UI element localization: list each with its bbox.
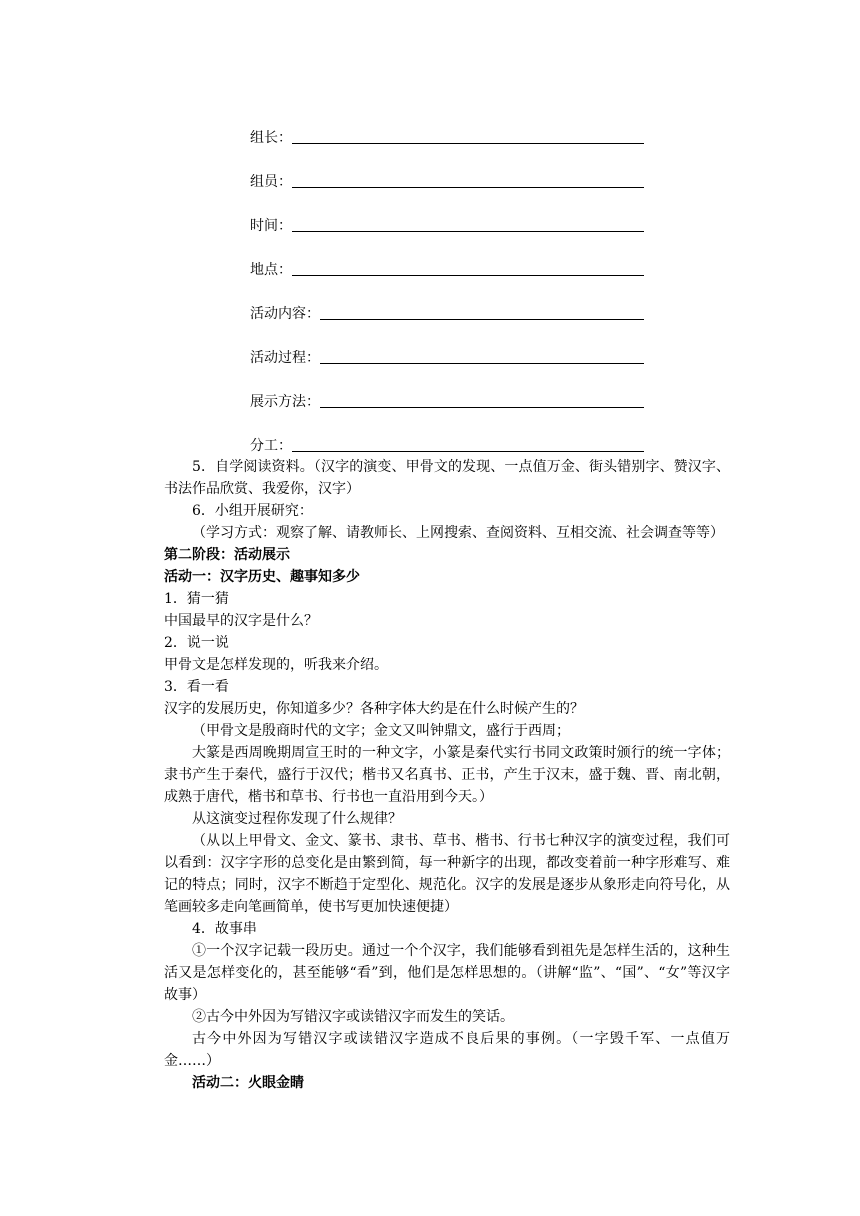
form-row [250,280,650,324]
paragraph: 4．故事串 [192,921,257,937]
form-fill-line [292,259,644,276]
form-row [250,412,650,456]
form-label: 组员： [250,174,292,190]
paragraph: 古今中外因为写错汉字或读错汉字造成不良后果的事例。（一字毁千军、一点值万金……） [164,1031,730,1069]
form-fill-line [292,127,644,144]
form-row [250,368,650,412]
form-fill-line [292,435,644,452]
form-row [250,104,650,148]
form-row [250,236,650,280]
paragraph: 大篆是西周晚期周宣王时的一种文字，小篆是秦代实行书同文政策时颁行的统一字体；隶书产生于秦代，盛行于汉代；楷书又名真书、正书，产生于汉末，盛于魏、晋、南北朝，成熟于唐代，楷书和草书、行书也一直沿用到今天。） [164,745,730,805]
form-fill-line [320,347,644,364]
form-label: 时间： [250,218,292,234]
form-fill-line [320,303,644,320]
form-label: 地点： [250,262,292,278]
form-row [250,192,650,236]
form-label: 活动过程： [250,350,320,366]
paragraph: （甲骨文是殷商时代的文字；金文又叫钟鼎文，盛行于西周； [192,723,570,739]
paragraph: （学习方式：观察了解、请教师长、上网搜索、查阅资料、互相交流、社会调查等等） [192,525,724,541]
plan-form [250,104,650,456]
form-label: 展示方法： [250,394,320,410]
form-label: 分工： [250,438,292,454]
form-fill-line [292,171,644,188]
document-body [164,456,730,1094]
form-label: 组长： [250,130,292,146]
form-row [250,324,650,368]
form-fill-line [292,215,644,232]
paragraph: 1．猜一猜 [164,591,229,607]
paragraph: 甲骨文是怎样发现的，听我来介绍。 [164,657,388,673]
paragraph: 6．小组开展研究： [192,503,313,519]
section-heading: 活动一：汉字历史、趣事知多少 [164,569,360,585]
paragraph: ①一个汉字记载一段历史。通过一个个汉字，我们能够看到祖先是怎样生活的，这种生活又是怎样变化的，甚至能够“看”到，他们是怎样思想的。（讲解“监”、“国”、“女”等汉字故事） [164,943,730,1003]
paragraph: 汉字的发展历史，你知道多少？各种字体大约是在什么时候产生的？ [164,701,584,717]
paragraph: ②古今中外因为写错汉字或读错汉字而发生的笑话。 [192,1009,514,1025]
form-label: 活动内容： [250,306,320,322]
paragraph: 从这演变过程你发现了什么规律？ [192,811,402,827]
form-row [250,148,650,192]
paragraph: 中国最早的汉字是什么？ [164,613,318,629]
section-heading: 活动二：火眼金睛 [192,1075,304,1091]
paragraph: 2．说一说 [164,635,229,651]
form-fill-line [320,391,644,408]
section-heading: 第二阶段：活动展示 [164,547,290,563]
paragraph: 3．看一看 [164,679,229,695]
paragraph: （从以上甲骨文、金文、篆书、隶书、草书、楷书、行书七种汉字的演变过程，我们可以看到：汉字字形的总变化是由繁到简，每一种新字的出现，都改变着前一种字形难写、难记的特点；同时，汉字不断趋于定型化、规范化。汉字的发展是逐步从象形走向符号化，从笔画较多走向笔画简单，使书写更加快速便捷） [164,833,730,915]
paragraph: 5．自学阅读资料。（汉字的演变、甲骨文的发现、一点值万金、街头错别字、赞汉字、书法作品欣赏、我爱你，汉字） [164,459,730,497]
